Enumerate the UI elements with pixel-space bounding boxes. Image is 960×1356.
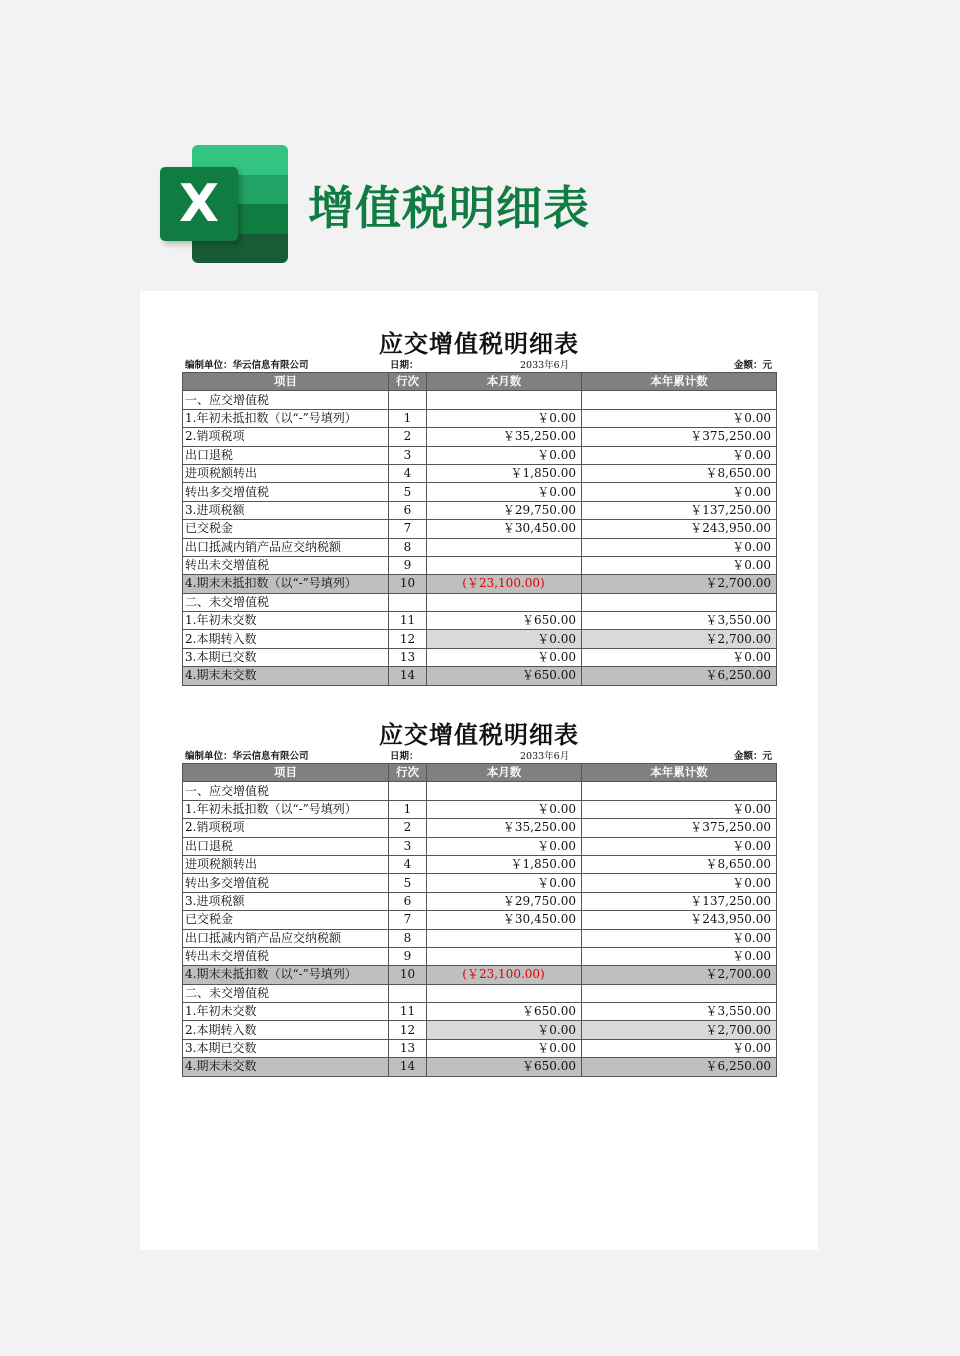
row-line-cell: 3 <box>389 837 427 855</box>
row-month-cell: (￥23,100.00) <box>427 966 582 984</box>
row-item-cell: 进项税额转出 <box>183 855 389 873</box>
row-ytd-cell <box>582 593 777 611</box>
row-item-cell: 转出未交增值税 <box>183 556 389 574</box>
row-line-cell: 12 <box>389 630 427 648</box>
row-item-cell: 3.本期已交数 <box>183 648 389 666</box>
row-item-cell: 4.期末未抵扣数（以“-”号填列） <box>183 966 389 984</box>
row-line-cell: 14 <box>389 1058 427 1076</box>
row-line-cell <box>389 782 427 800</box>
row-item-cell: 转出多交增值税 <box>183 483 389 501</box>
row-ytd-cell: ￥243,950.00 <box>582 520 777 538</box>
row-line-cell: 8 <box>389 929 427 947</box>
table-row <box>183 409 777 427</box>
table-row <box>183 966 777 984</box>
table-row <box>183 984 777 1002</box>
row-month-cell: ￥0.00 <box>427 1039 582 1057</box>
row-month-cell <box>427 391 582 409</box>
row-ytd-cell: ￥243,950.00 <box>582 911 777 929</box>
row-item-cell: 3.进项税额 <box>183 501 389 519</box>
report-meta <box>182 750 776 763</box>
row-item-cell: 出口退税 <box>183 446 389 464</box>
table-row <box>183 911 777 929</box>
row-item-cell: 1.年初未交数 <box>183 612 389 630</box>
table-row <box>183 575 777 593</box>
table-row <box>183 929 777 947</box>
row-line-cell <box>389 984 427 1002</box>
row-month-cell <box>427 556 582 574</box>
amount-unit-label: 金额：元 <box>733 751 772 762</box>
table-row <box>183 800 777 818</box>
row-ytd-cell: ￥0.00 <box>582 483 777 501</box>
row-item-cell: 二、未交增值税 <box>183 984 389 1002</box>
row-month-cell: ￥0.00 <box>427 648 582 666</box>
row-month-cell: ￥650.00 <box>427 1058 582 1076</box>
row-item-cell: 转出未交增值税 <box>183 947 389 965</box>
row-month-cell: ￥650.00 <box>427 667 582 685</box>
row-item-cell: 2.本期转入数 <box>183 1021 389 1039</box>
table-row <box>183 483 777 501</box>
table-header-row <box>183 373 777 391</box>
tax-table <box>182 763 777 1077</box>
row-line-cell: 2 <box>389 819 427 837</box>
row-ytd-cell: ￥8,650.00 <box>582 464 777 482</box>
date-value: 2033年6月 <box>520 360 570 371</box>
row-month-cell: ￥1,850.00 <box>427 855 582 873</box>
row-item-cell: 2.销项税项 <box>183 428 389 446</box>
row-line-cell: 4 <box>389 464 427 482</box>
row-ytd-cell: ￥8,650.00 <box>582 855 777 873</box>
column-header-ytd: 本年累计数 <box>582 373 777 391</box>
row-line-cell: 9 <box>389 556 427 574</box>
row-ytd-cell: ￥375,250.00 <box>582 428 777 446</box>
row-item-cell: 出口抵减内销产品应交纳税额 <box>183 929 389 947</box>
row-line-cell: 5 <box>389 483 427 501</box>
row-ytd-cell: ￥0.00 <box>582 1039 777 1057</box>
row-line-cell: 1 <box>389 800 427 818</box>
table-row <box>183 1058 777 1076</box>
row-ytd-cell: ￥375,250.00 <box>582 819 777 837</box>
row-month-cell <box>427 984 582 1002</box>
row-month-cell: ￥0.00 <box>427 800 582 818</box>
row-ytd-cell: ￥2,700.00 <box>582 1021 777 1039</box>
row-line-cell: 13 <box>389 648 427 666</box>
row-month-cell: ￥650.00 <box>427 612 582 630</box>
row-line-cell: 10 <box>389 966 427 984</box>
table-row <box>183 855 777 873</box>
row-month-cell: ￥35,250.00 <box>427 819 582 837</box>
row-item-cell: 1.年初未抵扣数（以“-”号填列） <box>183 800 389 818</box>
row-line-cell: 2 <box>389 428 427 446</box>
row-ytd-cell: ￥0.00 <box>582 800 777 818</box>
column-header-line: 行次 <box>389 373 427 391</box>
tax-report <box>182 720 776 1077</box>
row-month-cell <box>427 538 582 556</box>
row-ytd-cell: ￥6,250.00 <box>582 667 777 685</box>
table-row <box>183 501 777 519</box>
date-label: 日期： <box>390 751 419 762</box>
row-item-cell: 转出多交增值税 <box>183 874 389 892</box>
row-item-cell: 4.期末未交数 <box>183 667 389 685</box>
row-item-cell: 1.年初未抵扣数（以“-”号填列） <box>183 409 389 427</box>
row-month-cell: ￥35,250.00 <box>427 428 582 446</box>
report-meta <box>182 359 776 372</box>
row-item-cell: 出口抵减内销产品应交纳税额 <box>183 538 389 556</box>
row-line-cell: 4 <box>389 855 427 873</box>
table-row <box>183 391 777 409</box>
row-month-cell <box>427 947 582 965</box>
table-row <box>183 556 777 574</box>
row-line-cell: 14 <box>389 667 427 685</box>
row-item-cell: 4.期末未交数 <box>183 1058 389 1076</box>
tax-report <box>182 329 776 686</box>
excel-logo-letter: X <box>178 174 220 234</box>
table-row <box>183 612 777 630</box>
amount-unit-label: 金额：元 <box>733 360 772 371</box>
row-month-cell <box>427 929 582 947</box>
row-item-cell: 进项税额转出 <box>183 464 389 482</box>
table-row <box>183 446 777 464</box>
date-value: 2033年6月 <box>520 751 570 762</box>
row-item-cell: 3.本期已交数 <box>183 1039 389 1057</box>
row-ytd-cell: ￥6,250.00 <box>582 1058 777 1076</box>
row-ytd-cell: ￥0.00 <box>582 837 777 855</box>
row-item-cell: 1.年初未交数 <box>183 1003 389 1021</box>
column-header-item: 项目 <box>183 764 389 782</box>
row-month-cell: ￥0.00 <box>427 1021 582 1039</box>
row-ytd-cell: ￥2,700.00 <box>582 966 777 984</box>
row-item-cell: 二、未交增值税 <box>183 593 389 611</box>
row-ytd-cell: ￥0.00 <box>582 648 777 666</box>
tax-table <box>182 372 777 686</box>
row-month-cell: ￥0.00 <box>427 446 582 464</box>
row-item-cell: 一、应交增值税 <box>183 782 389 800</box>
column-header-month: 本月数 <box>427 764 582 782</box>
row-month-cell: ￥650.00 <box>427 1003 582 1021</box>
row-line-cell: 3 <box>389 446 427 464</box>
row-month-cell <box>427 782 582 800</box>
table-row <box>183 593 777 611</box>
row-item-cell: 4.期末未抵扣数（以“-”号填列） <box>183 575 389 593</box>
table-row <box>183 667 777 685</box>
row-line-cell: 1 <box>389 409 427 427</box>
row-month-cell: ￥0.00 <box>427 837 582 855</box>
row-line-cell: 11 <box>389 1003 427 1021</box>
row-item-cell: 已交税金 <box>183 911 389 929</box>
date-label: 日期： <box>390 360 419 371</box>
table-row <box>183 892 777 910</box>
row-month-cell <box>427 593 582 611</box>
table-row <box>183 648 777 666</box>
row-month-cell: ￥30,450.00 <box>427 911 582 929</box>
row-month-cell: ￥0.00 <box>427 483 582 501</box>
row-ytd-cell: ￥0.00 <box>582 874 777 892</box>
table-row <box>183 1021 777 1039</box>
document-page <box>140 291 818 1250</box>
column-header-ytd: 本年累计数 <box>582 764 777 782</box>
page-title: 增值税明细表 <box>308 181 590 235</box>
table-row <box>183 1003 777 1021</box>
row-ytd-cell <box>582 391 777 409</box>
row-line-cell: 10 <box>389 575 427 593</box>
row-line-cell <box>389 593 427 611</box>
row-ytd-cell: ￥0.00 <box>582 947 777 965</box>
row-line-cell: 6 <box>389 892 427 910</box>
table-row <box>183 782 777 800</box>
row-line-cell: 9 <box>389 947 427 965</box>
row-month-cell: ￥0.00 <box>427 874 582 892</box>
table-row <box>183 874 777 892</box>
row-ytd-cell: ￥3,550.00 <box>582 612 777 630</box>
report-title: 应交增值税明细表 <box>379 329 579 358</box>
table-row <box>183 464 777 482</box>
row-ytd-cell: ￥0.00 <box>582 538 777 556</box>
row-line-cell: 12 <box>389 1021 427 1039</box>
row-ytd-cell: ￥0.00 <box>582 929 777 947</box>
row-item-cell: 2.本期转入数 <box>183 630 389 648</box>
row-ytd-cell: ￥0.00 <box>582 409 777 427</box>
row-line-cell: 5 <box>389 874 427 892</box>
table-row <box>183 947 777 965</box>
table-header-row <box>183 764 777 782</box>
report-title: 应交增值税明细表 <box>379 720 579 749</box>
column-header-line: 行次 <box>389 764 427 782</box>
row-line-cell: 6 <box>389 501 427 519</box>
row-line-cell: 8 <box>389 538 427 556</box>
row-ytd-cell: ￥137,250.00 <box>582 892 777 910</box>
table-row <box>183 819 777 837</box>
column-header-month: 本月数 <box>427 373 582 391</box>
row-ytd-cell <box>582 782 777 800</box>
row-line-cell: 11 <box>389 612 427 630</box>
row-item-cell: 3.进项税额 <box>183 892 389 910</box>
row-item-cell: 一、应交增值税 <box>183 391 389 409</box>
table-row <box>183 520 777 538</box>
row-month-cell: ￥29,750.00 <box>427 892 582 910</box>
row-ytd-cell <box>582 984 777 1002</box>
row-month-cell: (￥23,100.00) <box>427 575 582 593</box>
row-item-cell: 出口退税 <box>183 837 389 855</box>
row-line-cell: 7 <box>389 520 427 538</box>
excel-logo-icon <box>160 145 288 263</box>
unit-label: 编制单位：华云信息有限公司 <box>185 751 309 762</box>
row-ytd-cell: ￥3,550.00 <box>582 1003 777 1021</box>
table-row <box>183 630 777 648</box>
row-line-cell <box>389 391 427 409</box>
unit-label: 编制单位：华云信息有限公司 <box>185 360 309 371</box>
column-header-item: 项目 <box>183 373 389 391</box>
table-row <box>183 837 777 855</box>
row-ytd-cell: ￥2,700.00 <box>582 575 777 593</box>
row-month-cell: ￥0.00 <box>427 630 582 648</box>
row-month-cell: ￥29,750.00 <box>427 501 582 519</box>
row-item-cell: 已交税金 <box>183 520 389 538</box>
row-ytd-cell: ￥0.00 <box>582 556 777 574</box>
table-row <box>183 1039 777 1057</box>
row-month-cell: ￥0.00 <box>427 409 582 427</box>
table-row <box>183 538 777 556</box>
row-line-cell: 7 <box>389 911 427 929</box>
table-row <box>183 428 777 446</box>
row-ytd-cell: ￥137,250.00 <box>582 501 777 519</box>
row-ytd-cell: ￥2,700.00 <box>582 630 777 648</box>
row-item-cell: 2.销项税项 <box>183 819 389 837</box>
row-month-cell: ￥30,450.00 <box>427 520 582 538</box>
row-month-cell: ￥1,850.00 <box>427 464 582 482</box>
row-line-cell: 13 <box>389 1039 427 1057</box>
row-ytd-cell: ￥0.00 <box>582 446 777 464</box>
